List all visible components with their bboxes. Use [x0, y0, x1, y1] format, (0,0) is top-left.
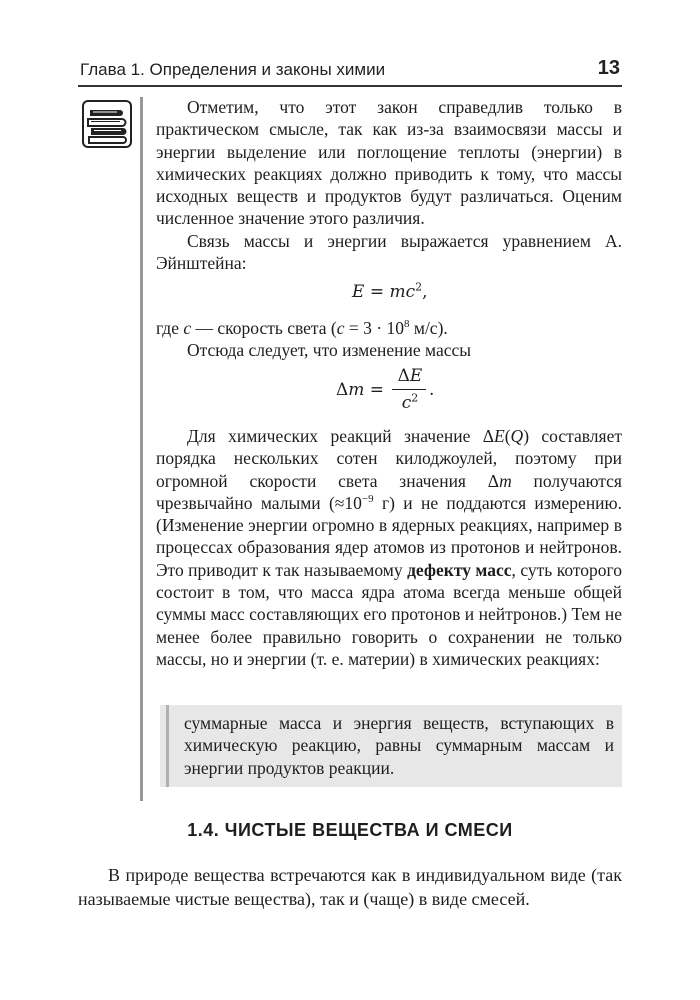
- mass-defect-term: дефекту масс: [407, 559, 512, 580]
- paragraph-consequence: [156, 339, 622, 361]
- chapter-title: Глава 1. Определения и законы химии: [80, 60, 386, 79]
- books-icon: [82, 100, 132, 148]
- paragraph-3: Отсюда следует, что изменение массы: [187, 340, 472, 360]
- section-paragraph: [78, 863, 622, 911]
- page-number: 13: [597, 57, 620, 79]
- paragraph-chemical-reactions: [156, 425, 622, 670]
- highlight-text: суммарные масса и энергия веществ, вступающих в химическую реакцию, равны суммарным массам и энергии продуктов реакции.: [184, 713, 614, 778]
- page-header: [78, 56, 622, 86]
- paragraph-4: Для химических реакций значение ΔE(Q) составляет порядка нескольких сотен килоджоулей, поэтому при огромной скорости света значения Δm получаются чрезвычайно малыми ($\approx 10^{-9}$ г) и не поддаются измерению. (Изменение энергии огромно в ядерных реакциях, например в процессах образования ядер атомов из протонов и нейтронов. Это приводит к так называемому дефекту масс, суть которого состоит в том, что масса ядра атома всегда меньше общей суммы масс составляющих его протонов и нейтронов.) Тем не менее более правильно говорить о сохранении не только массы, но и энергии (т. е. материи) в химических реакциях:: [156, 426, 622, 669]
- margin-rule: [140, 97, 143, 801]
- equation-einstein: $E = mc^2$,: [352, 280, 428, 302]
- header-rule: [78, 85, 622, 87]
- highlight-bar: [166, 705, 169, 787]
- section-heading: 1.4. ЧИСТЫЕ ВЕЩЕСТВА И СМЕСИ: [187, 820, 513, 840]
- speed-of-light-line: где c — скорость света ($c = 3 \cdot 10^8$ м/с).: [156, 318, 448, 338]
- paragraph-1: Отметим, что этот закон справедлив только в практическом смысле, так как из-за взаимосвязи массы и энергии выделение или поглощение теплоты (энергии) в химических реакциях должно приводить к тому, что массы исходных веществ и продуктов будут различаться. Оценим численное значение этого различия.: [156, 97, 622, 229]
- equation-mass-change: Δm = ΔE $c^2$ .: [336, 366, 435, 413]
- paragraph-einstein: [156, 230, 622, 275]
- paragraph-where: [156, 317, 622, 339]
- paragraph-law-note: [156, 96, 622, 230]
- paragraph-5: В природе вещества встречаются как в индивидуальном виде (так называемые чистые вещества), так и (чаще) в виде смесей.: [78, 865, 622, 909]
- paragraph-2: Связь массы и энергии выражается уравнением А. Эйнштейна:: [156, 231, 622, 274]
